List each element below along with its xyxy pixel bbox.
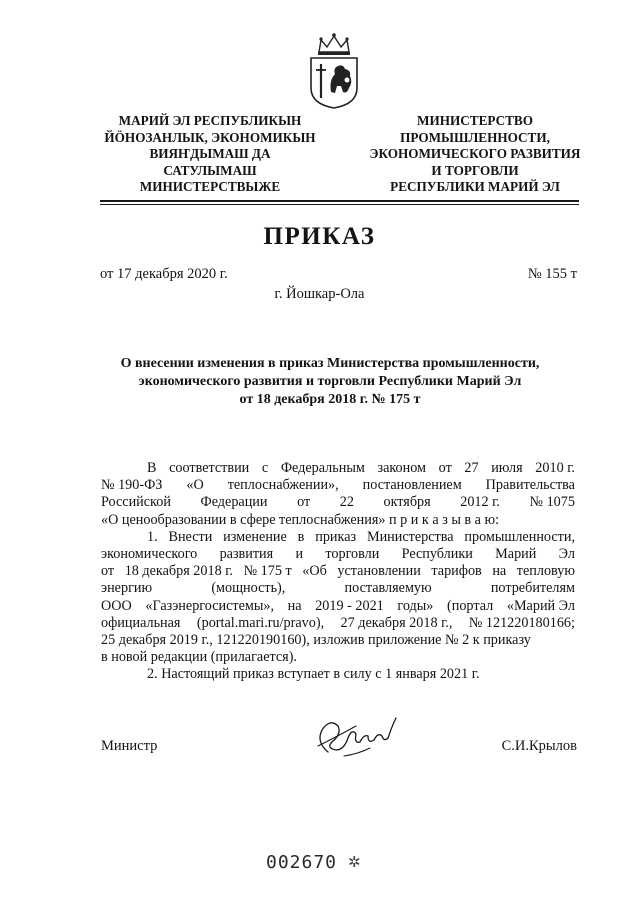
body-word: экономического: [101, 546, 198, 563]
body-word: от: [438, 460, 452, 476]
header-divider-thin: [100, 204, 579, 205]
body-word: «Марий Эл: [506, 597, 575, 614]
body-word: «Газэнергосистемы»,: [145, 597, 275, 614]
body-word: 27 декабря 2018 г.,: [340, 614, 453, 631]
document-date: от 17 декабря 2020 г.: [100, 266, 228, 282]
body-line: [101, 529, 575, 546]
coat-of-arms-icon: [303, 30, 365, 110]
document-city: г. Йошкар-Ола: [274, 286, 365, 302]
header-right-line: МИНИСТЕРСТВО: [417, 113, 533, 128]
body-word: «Об: [302, 563, 327, 580]
body-word: изменение: [223, 528, 287, 545]
body-line: 2. Настоящий приказ вступает в силу с 1 января 2021 г.: [147, 666, 480, 683]
body-line: [101, 615, 575, 632]
body-word: Правительства: [485, 477, 575, 494]
body-word: поставляемую: [344, 580, 432, 597]
header-right-russian: [352, 113, 598, 196]
body-word: потребителям: [490, 580, 575, 597]
body-word: теплоснабжении»,: [227, 477, 339, 494]
body-word: 2019 - 2021: [315, 597, 384, 614]
body-word: торговли: [325, 546, 380, 563]
body-word: Внести: [168, 528, 213, 545]
body-word: промышленности,: [464, 528, 575, 545]
body-word: годы»: [397, 597, 434, 614]
body-word: № 121220180166;: [468, 614, 575, 631]
body-word: октября: [383, 494, 431, 511]
body-word: 2012 г.: [460, 494, 500, 511]
body-word: 18 декабря 2018 г.: [124, 563, 233, 580]
body-word: от: [101, 563, 115, 580]
header-left-line: ВИЯҤДЫМАШ ДА: [149, 146, 271, 162]
header-right-line: РЕСПУБЛИКИ МАРИЙ ЭЛ: [390, 179, 560, 195]
body-word: «О: [186, 477, 204, 494]
body-line: [101, 477, 575, 494]
header-left-line: МИНИСТЕРСТВЫЖЕ: [139, 179, 281, 195]
body-word: на: [492, 563, 507, 580]
body-word: В: [147, 460, 157, 476]
body-line: [101, 546, 575, 563]
body-word: постановлением: [362, 477, 462, 494]
header-left-mari: [98, 113, 322, 196]
body-word: с: [261, 460, 269, 476]
body-line: «О ценообразовании в сфере теплоснабжения» п р и к а з ы в а ю:: [101, 511, 500, 528]
serial-number: 002670: [266, 852, 338, 873]
body-word: (portal.mari.ru/pravo),: [196, 614, 325, 631]
body-word: Федеральным: [280, 460, 365, 476]
body-line: [101, 598, 575, 615]
body-word: развития: [219, 546, 274, 563]
body-word: 2010 г.: [535, 460, 575, 476]
body-line: [101, 580, 575, 597]
body-word: июля: [491, 460, 523, 476]
body-word: 1.: [147, 528, 158, 545]
body-word: Министерства: [366, 528, 454, 545]
body-word: Эл: [558, 546, 575, 563]
body-word: Марий: [495, 546, 537, 563]
body-word: (портал: [447, 597, 494, 614]
body-word: 27: [464, 460, 479, 476]
body-word: № 1075: [529, 494, 575, 511]
body-word: соответствии: [169, 460, 250, 476]
body-line: [101, 563, 575, 580]
body-word: 22: [339, 494, 354, 511]
body-line: 25 декабря 2019 г., 121220190160), изложив приложение № 2 к приказу: [101, 632, 531, 649]
header-left-line: МАРИЙ ЭЛ РЕСПУБЛИКЫН: [118, 113, 302, 128]
header-divider: [100, 200, 579, 202]
body-word: энергию: [101, 580, 153, 597]
header-left-line: ЙӦНОЗАНЛЫК, ЭКОНОМИКЫН: [104, 129, 316, 145]
signatory-position: Министр: [101, 738, 158, 754]
subject-line: экономического развития и торговли Республики Марий Эл: [138, 374, 522, 389]
body-word: и: [295, 546, 304, 563]
body-word: Российской: [101, 494, 171, 511]
body-line: [101, 460, 575, 477]
body-word: в: [297, 528, 305, 545]
document-body: [101, 460, 575, 684]
body-word: на: [287, 597, 302, 614]
body-word: Федерации: [200, 494, 268, 511]
serial-mark: ✲: [348, 855, 361, 871]
subject-line: О внесении изменения в приказ Министерства промышленности,: [120, 356, 540, 371]
body-line: [101, 494, 575, 511]
body-word: тарифов: [431, 563, 482, 580]
body-word: законом: [377, 460, 427, 476]
body-word: ООО: [101, 597, 132, 614]
header-left-line: САТУЛЫМАШ: [163, 162, 257, 178]
body-word: № 175 т: [243, 563, 292, 580]
body-line: в новой редакции (прилагается).: [101, 649, 297, 666]
signatory-name: С.И.Крылов: [501, 738, 577, 754]
document-subject: [90, 355, 570, 409]
handwritten-signature: [308, 712, 400, 762]
body-word: Республики: [401, 546, 473, 563]
body-word: № 190-ФЗ: [101, 477, 163, 494]
body-word: от: [297, 494, 311, 511]
header-right-line: ЭКОНОМИЧЕСКОГО РАЗВИТИЯ: [369, 146, 581, 162]
document-number: № 155 т: [527, 266, 577, 282]
document-title: ПРИКАЗ: [263, 223, 376, 250]
body-word: установлении: [337, 563, 421, 580]
header-right-line: ПРОМЫШЛЕННОСТИ,: [400, 129, 550, 145]
body-word: тепловую: [516, 563, 575, 580]
body-word: приказ: [315, 528, 357, 545]
subject-line: от 18 декабря 2018 г. № 175 т: [239, 392, 421, 407]
body-word: официальная: [101, 614, 181, 631]
body-word: (мощность),: [211, 580, 286, 597]
header-right-line: И ТОРГОВЛИ: [431, 162, 519, 178]
